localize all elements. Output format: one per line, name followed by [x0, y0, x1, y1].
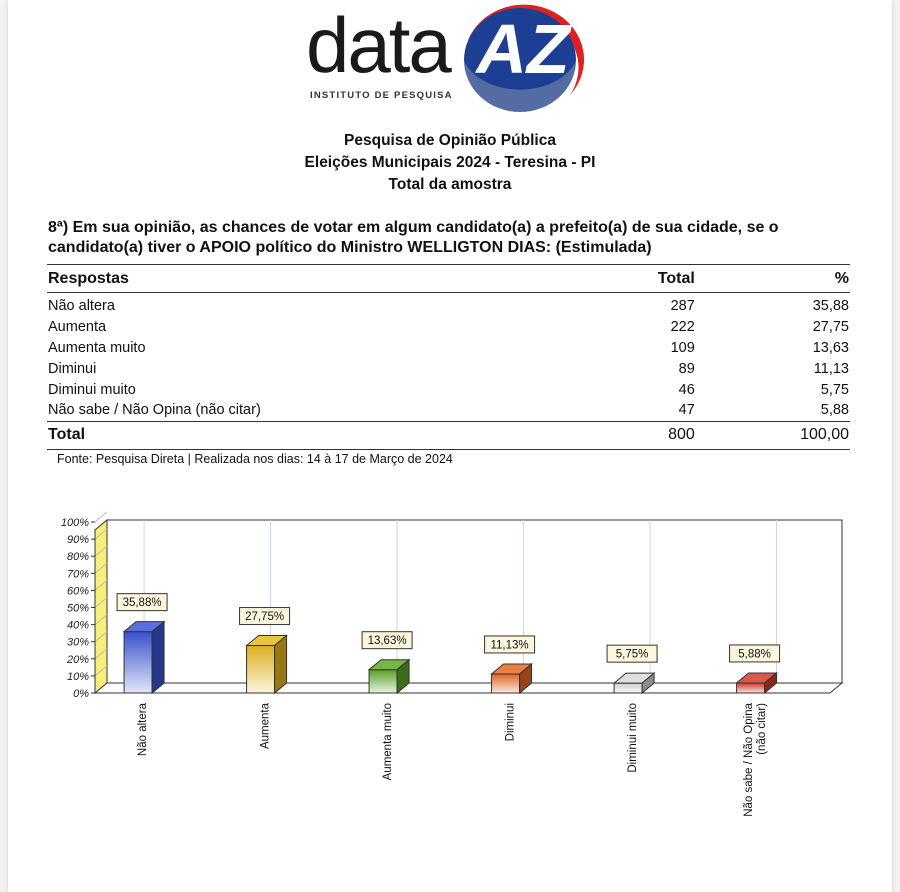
cell-resposta: Aumenta muito: [48, 339, 146, 356]
source-note: Fonte: Pesquisa Direta | Realizada nos dias: 14 à 17 de Março de 2024: [57, 452, 453, 466]
cell-resposta: Aumenta: [48, 319, 107, 336]
cell-percent: 11,13: [813, 360, 849, 377]
x-tick-label: Aumenta: [259, 703, 272, 750]
logo-word: data: [306, 1, 450, 89]
results-table: [47, 264, 850, 450]
cell-total: 222: [670, 319, 695, 336]
data-label: 35,88%: [122, 597, 162, 610]
x-tick-label: Não sabe / Não Opina: [743, 703, 756, 817]
data-label: 27,75%: [245, 611, 285, 624]
y-tick-label: 20%: [66, 653, 89, 666]
y-tick-label: 50%: [66, 602, 89, 615]
cell-resposta: Não sabe / Não Opina (não citar): [48, 402, 261, 419]
x-tick-label-group: [137, 702, 149, 756]
question-text: 8ª) Em sua opinião, as chances de votar em algum candidato(a) a prefeito(a) de sua cidade, se o candidato(a) tiver o APOIO político do Ministro WELLIGTON DIAS: (Estimulada): [48, 219, 779, 256]
col-header-percent: %: [696, 265, 850, 293]
y-tick-label: 70%: [66, 568, 89, 581]
y-tick-label: 40%: [66, 619, 89, 632]
table-row: [47, 338, 850, 359]
table-row: [47, 400, 850, 421]
col-header-total: Total: [542, 265, 696, 293]
x-tick-label-group: [382, 703, 394, 780]
y-tick-label: 60%: [66, 585, 89, 598]
bar-3: [492, 674, 520, 693]
table-row: [47, 379, 850, 400]
table-row: [47, 317, 850, 338]
bar-1: [247, 646, 275, 693]
x-tick-label: (não citar): [756, 703, 769, 755]
table-row: [47, 293, 850, 317]
table-total-row: [47, 421, 850, 449]
data-label: 5,75%: [615, 648, 649, 661]
title-line-1: Pesquisa de Opinião Pública: [344, 132, 556, 149]
total-percent: 100,00: [696, 421, 850, 449]
grid-line-diag: [95, 512, 107, 522]
x-tick-label: Diminui: [504, 703, 517, 742]
brand-logo: [300, 0, 590, 125]
table-header-row: [47, 265, 850, 293]
x-tick-label-group: [627, 703, 639, 773]
table-row: [47, 358, 850, 379]
bar-chart: [0, 500, 900, 860]
x-tick-label: Não altera: [137, 703, 150, 757]
x-tick-label-group: [260, 702, 272, 749]
cell-total: 109: [670, 339, 695, 356]
logo-subtitle: INSTITUTO DE PESQUISA: [310, 90, 453, 101]
y-tick-label: 100%: [60, 517, 89, 529]
bar-2: [369, 670, 397, 693]
data-label: 5,88%: [738, 648, 771, 661]
cell-percent: 13,63: [812, 339, 849, 356]
title-line-2: Eleições Municipais 2024 - Teresina - PI: [304, 154, 596, 171]
col-header-respostas: Respostas: [47, 265, 542, 293]
cell-total: 287: [670, 298, 695, 315]
title-line-3: Total da amostra: [388, 176, 512, 193]
y-tick-label: 80%: [66, 551, 89, 564]
logo-badge-text: AZ: [476, 10, 570, 88]
x-tick-label: Aumenta muito: [382, 703, 395, 781]
bar-5: [737, 683, 765, 693]
total-label: Total: [47, 421, 542, 449]
bar-side-0: [152, 622, 164, 693]
report-header: [0, 130, 900, 196]
x-tick-label-group: [505, 703, 517, 741]
cell-percent: 27,75: [812, 319, 849, 336]
cell-resposta: Diminui muito: [48, 381, 136, 398]
y-tick-label: 90%: [66, 534, 89, 547]
total-count: 800: [542, 421, 696, 449]
y-tick-label: 10%: [66, 670, 89, 683]
x-tick-label: Diminui muito: [627, 703, 640, 773]
cell-percent: 5,75: [820, 381, 849, 398]
chart-floor: [95, 683, 842, 693]
cell-total: 89: [678, 360, 695, 377]
bar-0: [124, 632, 152, 693]
cell-percent: 35,88: [812, 298, 849, 315]
y-tick-label: 0%: [73, 688, 89, 700]
cell-total: 47: [678, 402, 695, 419]
cell-total: 46: [678, 381, 695, 398]
cell-resposta: Diminui: [48, 360, 97, 377]
data-label: 11,13%: [490, 639, 529, 652]
cell-resposta: Não altera: [48, 298, 115, 315]
cell-percent: 5,88: [820, 402, 849, 419]
y-tick-label: 30%: [66, 636, 89, 649]
x-tick-label-group: [743, 702, 768, 816]
data-label: 13,63%: [367, 635, 407, 648]
bar-4: [614, 683, 642, 693]
bar-side-1: [275, 636, 287, 693]
